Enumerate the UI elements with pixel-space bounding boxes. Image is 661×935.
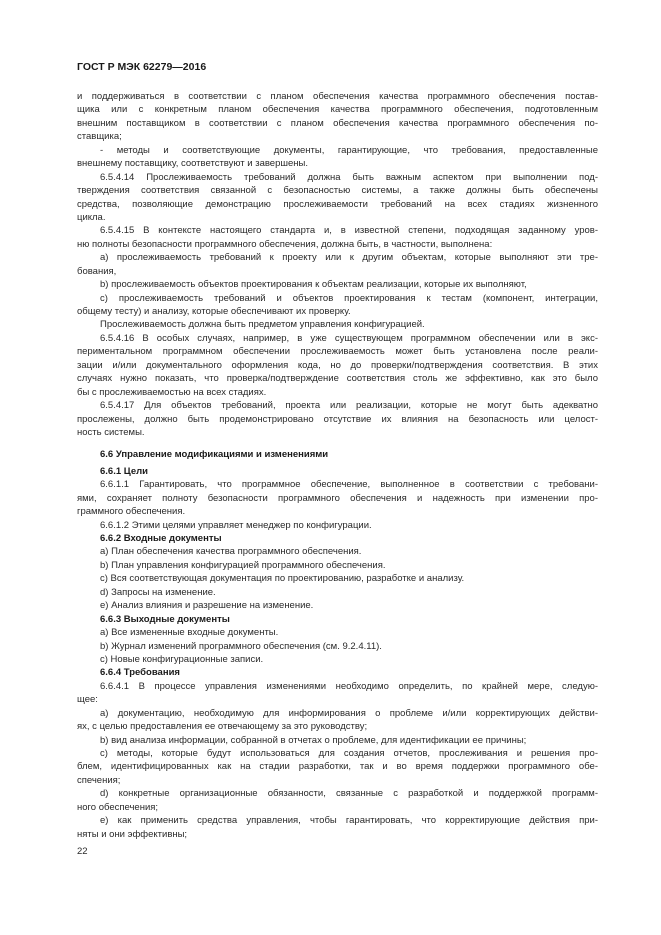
- text-line: a) План обеспечения качества программного обеспечения.: [100, 546, 362, 558]
- paragraph: [77, 640, 598, 653]
- text-line: ного обеспечения;: [77, 801, 159, 813]
- text-line: d) Запросы на изменение.: [100, 586, 216, 598]
- text-line: ставщика;: [77, 131, 122, 143]
- text-line: Прослеживаемость должна быть предметом управления конфигурацией.: [100, 319, 425, 331]
- text-line: периментальном программном обеспечении прослеживаемость может быть установлена после реали-: [77, 346, 598, 358]
- paragraph: [77, 519, 598, 532]
- paragraph: [77, 653, 598, 666]
- paragraph: [77, 787, 598, 814]
- text-line: тверждения соответствия связанной с безопасностью системы, а также должны быть обеспечены: [77, 185, 598, 197]
- paragraph: [77, 559, 598, 572]
- text-line: щика или с конкретным планом обеспечения качества программного обеспечения, подготовленным: [77, 104, 598, 116]
- section-heading: [77, 666, 598, 679]
- text-line: 6.5.4.17 Для объектов требований, проекта или реализации, которые не могут быть адекватно: [100, 400, 598, 412]
- section-heading: [77, 465, 598, 478]
- text-line: цикла.: [77, 211, 106, 223]
- text-line: b) Журнал изменений программного обеспечения (см. 9.2.4.11).: [100, 640, 382, 652]
- text-line: 6.6.1 Цели: [100, 465, 148, 477]
- text-line: 6.5.4.16 В особых случаях, например, в уже существующем программном обеспечении или в экс-: [100, 332, 598, 344]
- text-line: a) документацию, необходимую для информирования о проблеме и/или корректирующих действи-: [100, 707, 598, 719]
- paragraph: [77, 572, 598, 585]
- text-line: b) прослеживаемость объектов проектирования к объектам реализации, которые их выполняют,: [100, 279, 527, 291]
- text-line: внешним поставщиком в соответствии с планом обеспечения качества программного обеспечения по-: [77, 117, 598, 129]
- text-line: 6.6 Управление модификациями и изменениями: [100, 448, 329, 460]
- text-line: щее:: [77, 694, 98, 706]
- text-line: c) Вся соответствующая документация по проектированию, разработке и анализу.: [100, 573, 465, 585]
- text-line: 6.5.4.15 В контексте настоящего стандарта и, в известной степени, подходящая заданному уров-: [100, 225, 598, 237]
- text-line: 6.6.2 Входные документы: [100, 533, 222, 544]
- text-line: c) прослеживаемость требований и объектов проектирования к тестам (компонент, интеграции,: [100, 292, 598, 304]
- paragraph: [77, 332, 598, 399]
- text-line: общему тесту) и анализу, которые обеспечивают их проверку.: [77, 306, 351, 317]
- paragraph: [77, 90, 598, 144]
- text-line: ность системы.: [77, 426, 145, 438]
- text-line: средства, позволяющие демонстрацию прослеживаемости требований на всех стадиях жизненного: [77, 198, 598, 210]
- paragraph: [77, 707, 598, 734]
- text-line: c) Новые конфигурационные записи.: [100, 653, 264, 665]
- document-header: ГОСТ Р МЭК 62279—2016: [77, 61, 207, 73]
- text-line: 6.5.4.14 Прослеживаемость требований должна быть важным аспектом при выполнении под-: [100, 171, 598, 183]
- paragraph: [77, 626, 598, 639]
- text-line: ню полноты безопасности программного обеспечения, должна быть, в частности, выполнена:: [77, 238, 493, 250]
- section-heading: [77, 613, 598, 626]
- text-line: 6.6.1.1 Гарантировать, что программное обеспечение, выполненное в соответствии с требовани-: [100, 479, 598, 491]
- text-line: 6.6.3 Выходные документы: [100, 613, 230, 625]
- paragraph: [77, 224, 598, 251]
- text-line: e) Анализ влияния и разрешение на изменение.: [100, 600, 314, 612]
- paragraph: [77, 599, 598, 612]
- document-body: [77, 90, 598, 841]
- text-line: зации и/или документального оформления кода, но до проверки/подтверждения соответствия. В этих: [77, 359, 598, 371]
- text-line: 6.6.1.2 Этими целями управляет менеджер по конфигурации.: [100, 519, 372, 531]
- paragraph: [77, 545, 598, 558]
- paragraph: [77, 814, 598, 841]
- section-heading: [77, 532, 598, 545]
- paragraph: [77, 318, 598, 331]
- text-line: b) План управления конфигурацией программного обеспечения.: [100, 559, 386, 571]
- text-line: внешнему поставщику, соответствуют и завершены.: [77, 158, 308, 170]
- text-line: 6.6.4 Требования: [100, 667, 180, 679]
- paragraph: [77, 478, 598, 518]
- paragraph: [77, 747, 598, 787]
- paragraph: [77, 734, 598, 747]
- text-line: ями, сохраняет полноту безопасности программного обеспечения и надежность при изменении про-: [77, 492, 598, 504]
- text-line: бования,: [77, 265, 117, 277]
- text-line: ях, с целью предоставления ее отвечающему за это руководству;: [77, 721, 368, 733]
- text-line: блем, идентифицированных как на стадии разработки, так и во время поддержки программного обе-: [77, 761, 598, 773]
- section-heading: [77, 448, 598, 461]
- text-line: c) методы, которые будут использоваться для создания отчетов, прослеживания и решения про-: [100, 748, 598, 759]
- text-line: b) вид анализа информации, собранной в отчетах о проблеме, для идентификации ее причины;: [100, 734, 527, 746]
- text-line: - методы и соответствующие документы, гарантирующие, что требования, предоставленные: [100, 144, 598, 156]
- paragraph: [77, 680, 598, 707]
- text-line: 6.6.4.1 В процессе управления изменениями необходимо определить, по крайней мере, следую-: [100, 680, 598, 692]
- paragraph: [77, 292, 598, 319]
- text-line: граммного обеспечения.: [77, 506, 186, 518]
- text-line: няты и они эффективны;: [77, 828, 188, 840]
- text-line: и поддерживаться в соответствии с планом обеспечения качества программного обеспечения постав-: [77, 91, 598, 102]
- page-number: 22: [77, 846, 88, 857]
- paragraph: [77, 586, 598, 599]
- paragraph: [77, 251, 598, 278]
- paragraph: [77, 399, 598, 439]
- paragraph: [77, 144, 598, 171]
- text-line: случаях нужно показать, что проверка/подтверждение соответствия столь же эффективно, как это было: [77, 373, 598, 385]
- text-line: e) как применить средства управления, чтобы гарантировать, что корректирующие действия при-: [100, 815, 598, 827]
- text-line: бы с прослеживаемостью на всех стадиях.: [77, 386, 267, 398]
- text-line: спечения;: [77, 774, 121, 786]
- text-line: а) прослеживаемость требований к проекту или к другим объектам, которые выполняют эти тре-: [100, 252, 598, 264]
- paragraph: [77, 278, 598, 291]
- text-line: d) конкретные организационные обязанности, связанные с разработкой и поддержкой программ-: [100, 788, 598, 800]
- text-line: a) Все измененные входные документы.: [100, 627, 279, 639]
- paragraph: [77, 171, 598, 225]
- text-line: прослежены, должно быть продемонстрировано отсутствие их влияния на безопасность или целост-: [77, 413, 598, 425]
